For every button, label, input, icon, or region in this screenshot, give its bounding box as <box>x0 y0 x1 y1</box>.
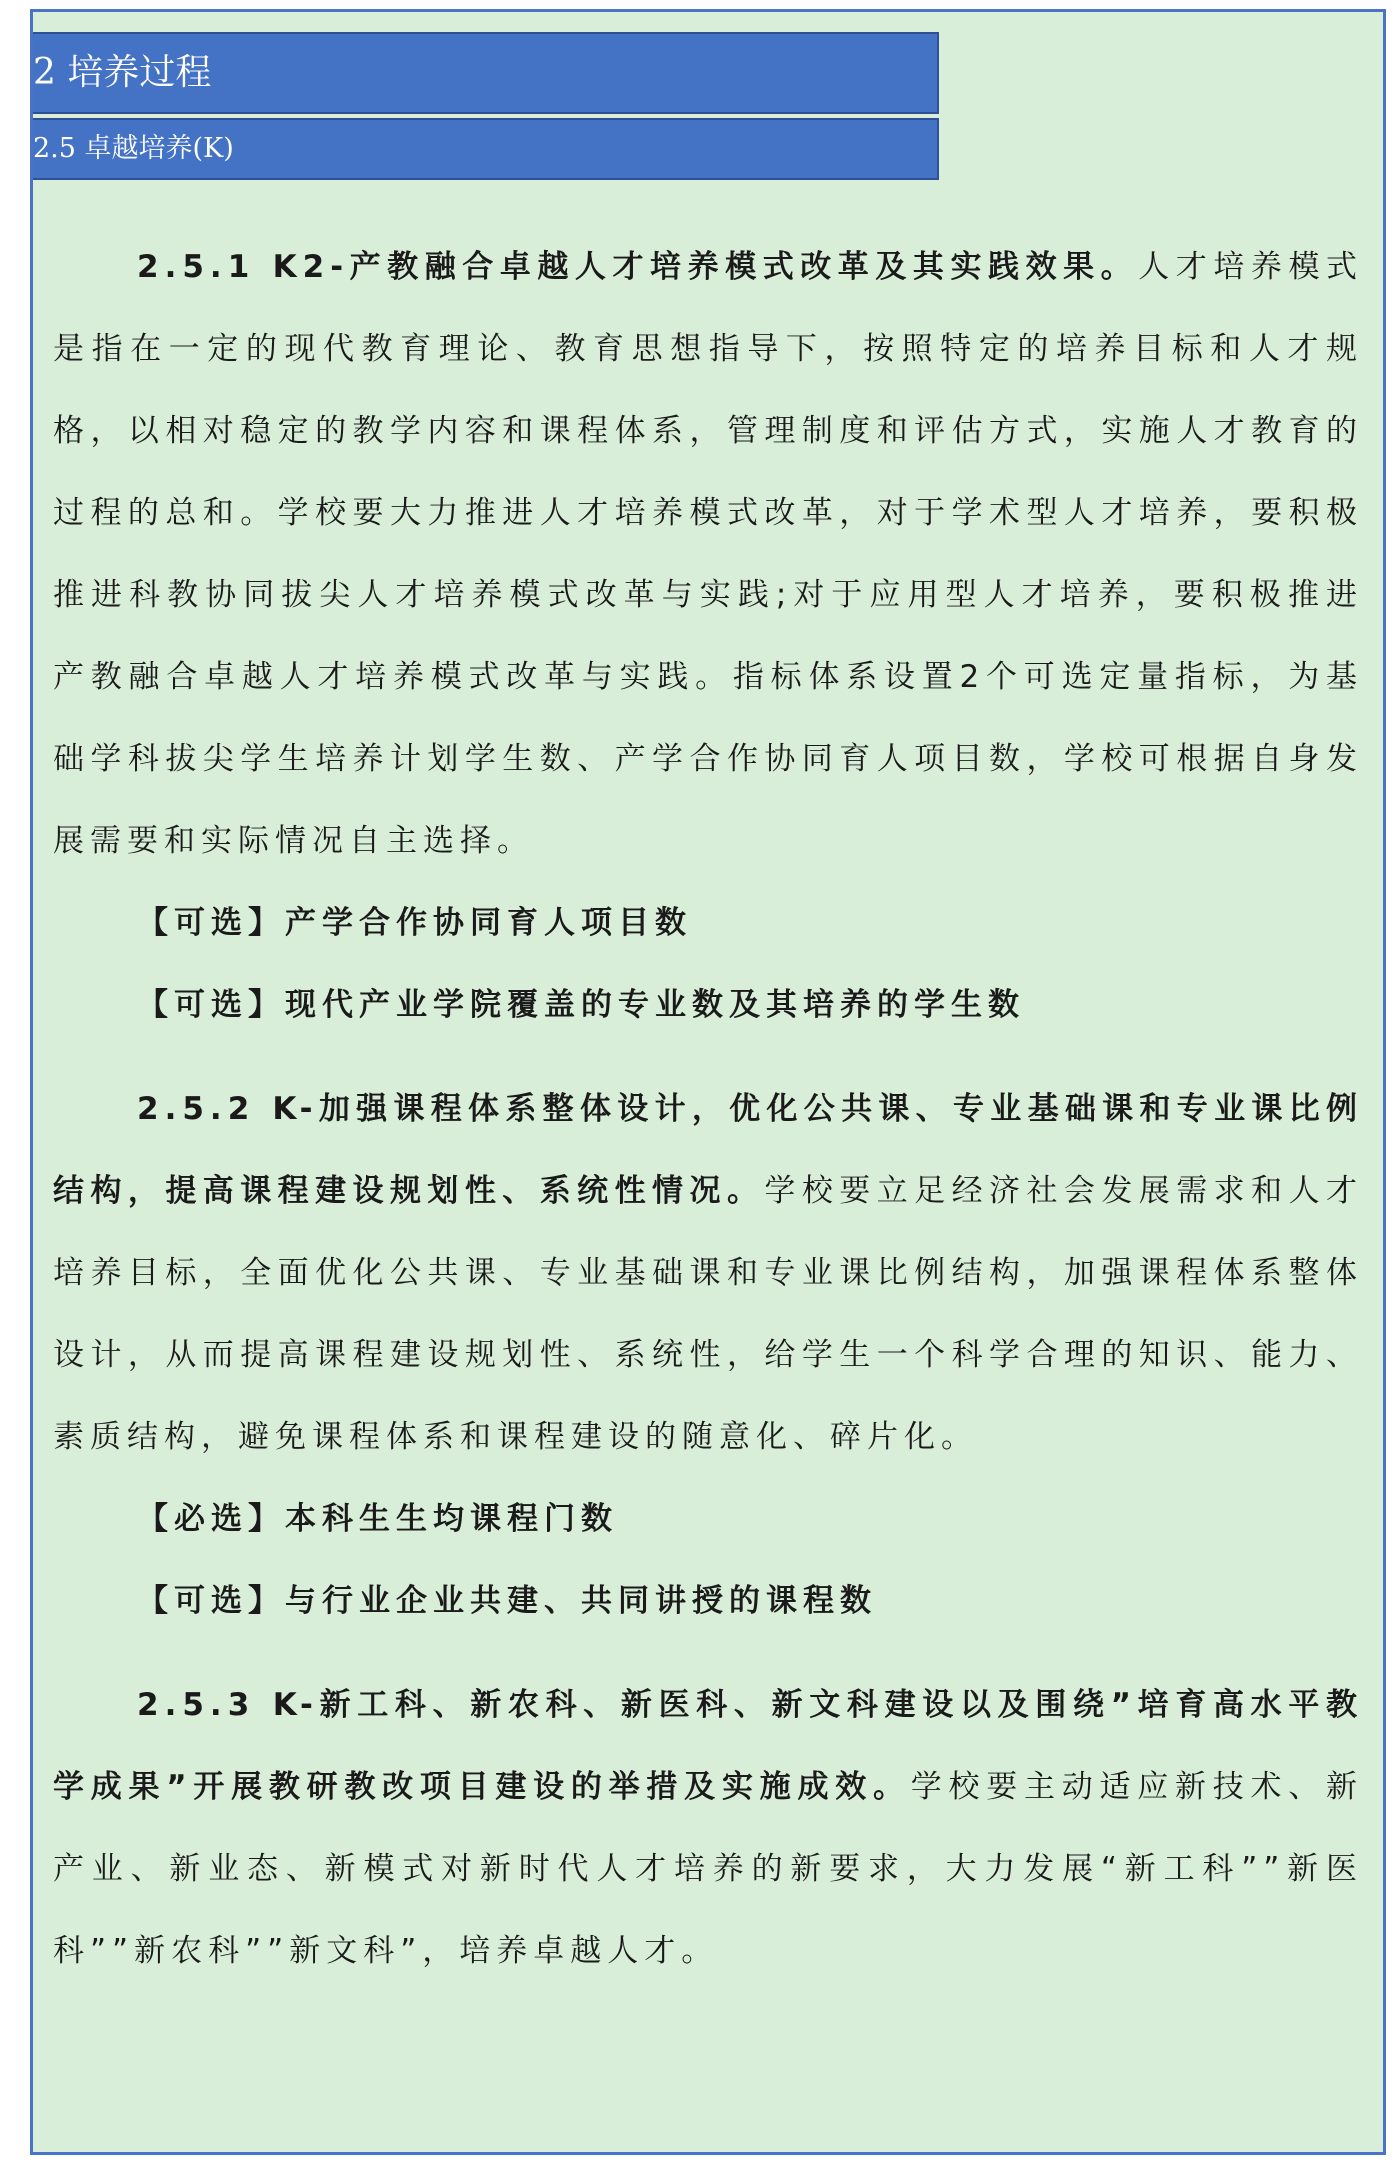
section-title: 2.5 卓越培养(K) <box>33 133 234 164</box>
document-body <box>53 226 1363 1992</box>
option-item: 【可选】产学合作协同育人项目数 <box>137 905 692 941</box>
section-header <box>33 32 939 180</box>
heading-2-5-1: 2.5.1 K2-产教融合卓越人才培养模式改革及其实践效果。 <box>137 249 1139 285</box>
heading-2-5-2: 2.5.2 K-加强课程体系整体设计，优化公共课、专业基础课和专业课比例结构，提高课程建设规划性、系统性情况。 <box>53 1091 1363 1209</box>
paragraph-2-5-3 <box>53 1664 1363 1992</box>
chapter-title-bar <box>33 32 939 114</box>
paragraph-2-5-2 <box>53 1068 1363 1478</box>
section-title-bar <box>33 118 939 180</box>
page-frame <box>30 9 1386 2155</box>
chapter-title: 2 培养过程 <box>33 52 212 93</box>
body-2-5-2: 学校要立足经济社会发展需求和人才培养目标，全面优化公共课、专业基础课和专业课比例结构，加强课程体系整体设计，从而提高课程建设规划性、系统性，给学生一个科学合理的知识、能力、素质结构，避免课程体系和课程建设的随意化、碎片化。 <box>53 1173 1364 1455</box>
paragraph-2-5-1 <box>53 226 1363 882</box>
option-item: 【必选】本科生生均课程门数 <box>137 1501 618 1537</box>
heading-2-5-3: 2.5.3 K-新工科、新农科、新医科、新文科建设以及围绕”培育高水平教学成果”开展教研教改项目建设的举措及实施成效。 <box>53 1687 1363 1805</box>
section-gap <box>53 1046 1363 1068</box>
body-2-5-1: 人才培养模式是指在一定的现代教育理论、教育思想指导下，按照特定的培养目标和人才规格，以相对稳定的教学内容和课程体系，管理制度和评估方式，实施人才教育的过程的总和。学校要大力推进人才培养模式改革，对于学术型人才培养，要积极推进科教协同拔尖人才培养模式改革与实践;对于应用型人才培养，要积极推进产教融合卓越人才培养模式改革与实践。指标体系设置2个可选定量指标，为基础学科拔尖学生培养计划学生数、产学合作协同育人项目数，学校可根据自身发展需要和实际情况自主选择。 <box>53 249 1363 859</box>
section-gap <box>53 1642 1363 1664</box>
option-item: 【可选】与行业企业共建、共同讲授的课程数 <box>137 1583 877 1619</box>
option-item: 【可选】现代产业学院覆盖的专业数及其培养的学生数 <box>137 987 1025 1023</box>
body-2-5-3: 学校要主动适应新技术、新产业、新业态、新模式对新时代人才培养的新要求，大力发展“新工科””新医科””新农科””新文科”，培养卓越人才。 <box>53 1769 1364 1969</box>
